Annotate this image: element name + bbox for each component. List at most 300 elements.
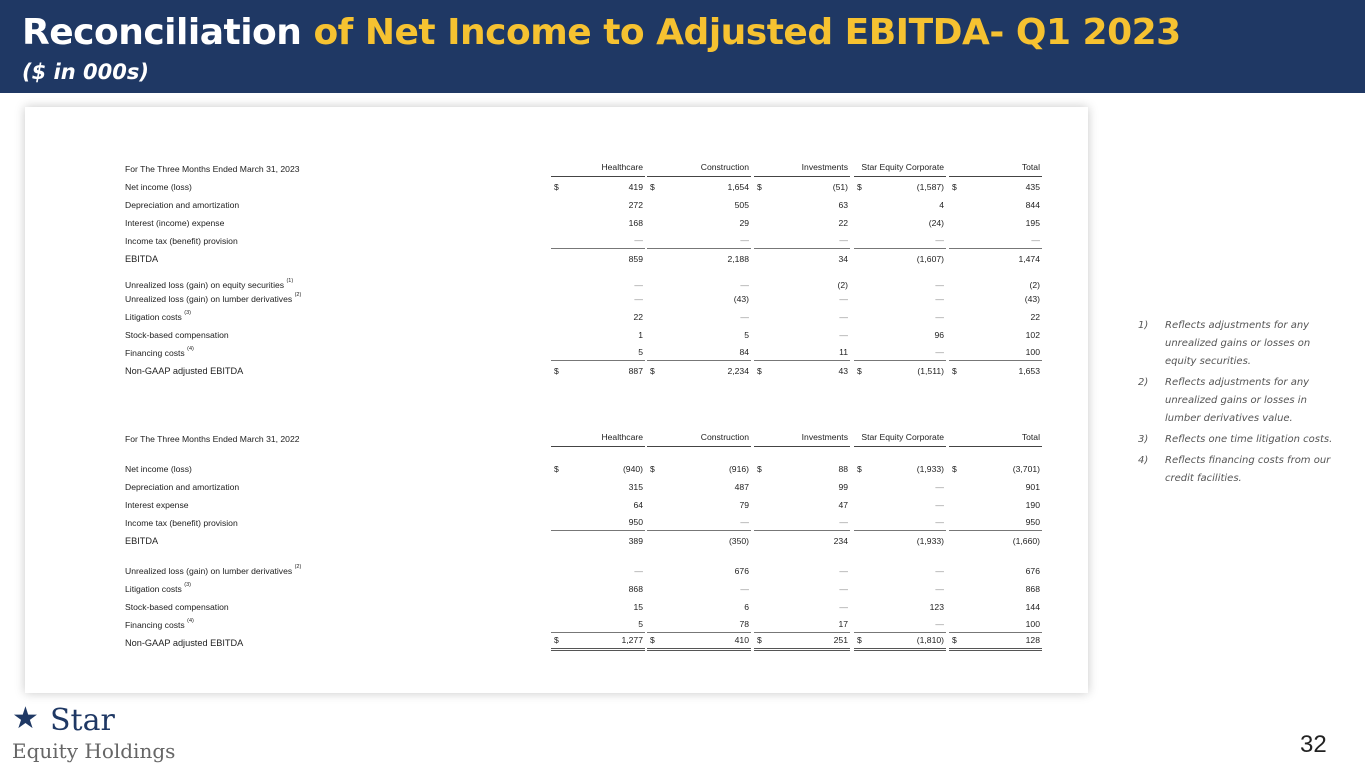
value: 5 [744, 330, 749, 340]
star-icon: ★ [12, 701, 39, 736]
currency-symbol: $ [650, 635, 655, 645]
row-label-text: Unrealized loss (gain) on lumber derivatives [125, 294, 293, 304]
value-cell [551, 361, 645, 379]
row-label [125, 330, 229, 340]
row-label-text: EBITDA [125, 536, 159, 546]
table-row [125, 447, 1042, 459]
company-logo [10, 703, 190, 763]
value: 868 [1025, 584, 1040, 594]
footnote-ref: (4) [187, 618, 194, 624]
row-label-text: Income tax (benefit) provision [125, 236, 238, 246]
row-label-text: EBITDA [125, 254, 159, 264]
table-row [125, 267, 1042, 279]
value-cell [854, 447, 946, 459]
value-cell [949, 267, 1042, 279]
value-cell [754, 361, 850, 379]
table-row [125, 513, 1042, 531]
value-cell [754, 597, 850, 615]
value-cell [647, 615, 751, 633]
value-cell [854, 325, 946, 343]
value-cell [854, 361, 946, 379]
table-row [125, 459, 1042, 477]
value: 22 [633, 312, 643, 322]
row-label-text: Stock-based compensation [125, 330, 229, 340]
value: 1 [638, 330, 643, 340]
value: 950 [1025, 517, 1040, 527]
value-cell [551, 343, 645, 361]
title-primary: Reconciliation [22, 12, 302, 53]
value-cell [949, 579, 1042, 597]
value-cell [647, 231, 751, 249]
value-cell [854, 615, 946, 633]
value-cell [854, 513, 946, 531]
value-cell [949, 531, 1042, 549]
column-header-cell [647, 143, 751, 177]
value-cell [754, 549, 850, 561]
value-cell [754, 579, 850, 597]
value: — [839, 330, 848, 340]
value: (2) [837, 280, 848, 290]
table-row [125, 531, 1042, 549]
value-cell [647, 279, 751, 293]
value-cell [754, 195, 850, 213]
currency-symbol: $ [857, 635, 862, 645]
page-number: 32 [1300, 731, 1327, 758]
value-cell [551, 531, 645, 549]
row-label [125, 280, 293, 290]
value-cell [754, 513, 850, 531]
footnotes [1138, 317, 1338, 491]
value-cell [551, 231, 645, 249]
column-header-cell [949, 413, 1042, 447]
currency-symbol: $ [757, 182, 762, 192]
row-label [125, 620, 194, 630]
table-row [125, 213, 1042, 231]
row-label [125, 182, 192, 192]
row-label [125, 218, 224, 228]
row-label [125, 602, 229, 612]
row-label-text: Depreciation and amortization [125, 200, 240, 210]
table-row [125, 343, 1042, 361]
value-cell [647, 195, 751, 213]
table-row [125, 477, 1042, 495]
value-cell [754, 343, 850, 361]
footnote-ref: (3) [184, 582, 191, 588]
table-row [125, 177, 1042, 195]
value: — [839, 235, 848, 245]
value: — [839, 312, 848, 322]
page-subtitle: ($ in 000s) [22, 60, 149, 84]
value-cell [551, 195, 645, 213]
value-cell [551, 495, 645, 513]
column-header: Star Equity Corporate [861, 432, 944, 442]
value: 1,277 [621, 635, 643, 645]
footnote-text: Reflects adjustments for any unrealized gains or losses on equity securities. [1165, 320, 1311, 367]
value-cell [647, 325, 751, 343]
row-label-text: Depreciation and amortization [125, 482, 240, 492]
currency-symbol: $ [650, 182, 655, 192]
value-cell [854, 279, 946, 293]
logo-word-star: Star [50, 703, 115, 738]
column-header-cell [754, 413, 850, 447]
row-label-text: Litigation costs [125, 312, 182, 322]
row-label [125, 566, 301, 576]
value: 950 [628, 517, 643, 527]
value: — [935, 312, 944, 322]
value: 419 [628, 182, 643, 192]
value: 1,654 [727, 182, 749, 192]
footnote-number: 4) [1138, 455, 1149, 466]
value-cell [647, 213, 751, 231]
column-header: Construction [700, 162, 749, 172]
table-row [125, 579, 1042, 597]
currency-symbol: $ [554, 464, 559, 474]
value-cell [647, 459, 751, 477]
value: (1,810) [916, 635, 944, 645]
value: (1,660) [1012, 536, 1040, 546]
value: — [935, 482, 944, 492]
value: 1,474 [1018, 254, 1040, 264]
value: — [634, 566, 643, 576]
header-bar [0, 0, 1365, 93]
table-row [125, 549, 1042, 561]
footnote-item [1138, 452, 1338, 488]
value: 435 [1025, 182, 1040, 192]
column-header: Total [1021, 432, 1040, 442]
value-cell [949, 513, 1042, 531]
currency-symbol: $ [952, 464, 957, 474]
value-cell [754, 615, 850, 633]
page-title [22, 12, 1181, 53]
row-label [125, 536, 158, 546]
table-row [125, 231, 1042, 249]
value-cell [551, 561, 645, 579]
column-header-cell [551, 143, 645, 177]
value-cell [754, 249, 850, 267]
value: 389 [628, 536, 643, 546]
value: 34 [838, 254, 848, 264]
value-cell [854, 495, 946, 513]
value: — [935, 584, 944, 594]
title-accent: of Net Income to Adjusted EBITDA- Q1 2023 [301, 12, 1181, 53]
value: (43) [733, 294, 749, 304]
row-label [125, 348, 194, 358]
table-header-row [125, 143, 1042, 177]
value-cell [949, 231, 1042, 249]
value: (1,511) [917, 366, 944, 376]
currency-symbol: $ [952, 366, 957, 376]
value-cell [754, 531, 850, 549]
value: 887 [628, 366, 643, 376]
value: 5 [638, 347, 643, 357]
value-cell [949, 195, 1042, 213]
value-cell [754, 307, 850, 325]
currency-symbol: $ [757, 366, 762, 376]
value-cell [949, 549, 1042, 561]
column-header: Star Equity Corporate [861, 162, 944, 172]
row-label-text: Stock-based compensation [125, 602, 229, 612]
table-row [125, 325, 1042, 343]
column-header-cell [551, 413, 645, 447]
value: — [740, 584, 749, 594]
value-cell [854, 177, 946, 195]
footnote-text: Reflects adjustments for any unrealized gains or losses in lumber derivatives value. [1165, 377, 1310, 424]
value-cell [854, 549, 946, 561]
footnote-text: Reflects one time litigation costs. [1165, 434, 1333, 445]
row-label [125, 482, 239, 492]
column-header-cell [647, 413, 751, 447]
footnote-ref: (4) [187, 346, 194, 352]
value: (940) [622, 464, 643, 474]
currency-symbol: $ [650, 366, 655, 376]
value-cell [551, 325, 645, 343]
value: 2,234 [727, 366, 749, 376]
value-cell [551, 267, 645, 279]
value-cell [754, 177, 850, 195]
currency-symbol: $ [757, 464, 762, 474]
value-cell [754, 477, 850, 495]
row-label-text: Interest (income) expense [125, 218, 225, 228]
value: 4 [939, 200, 944, 210]
value: 29 [739, 218, 749, 228]
value: 99 [838, 482, 848, 492]
value-cell [949, 597, 1042, 615]
table-row [125, 561, 1042, 579]
footnote-item [1138, 317, 1338, 371]
value: 5 [638, 619, 643, 629]
value-cell [647, 267, 751, 279]
value-cell [754, 633, 850, 651]
value: — [634, 294, 643, 304]
value: 272 [628, 200, 643, 210]
row-label-text: Non-GAAP adjusted EBITDA [125, 638, 244, 648]
value-cell [551, 459, 645, 477]
value-cell [551, 177, 645, 195]
row-label-text: Net income (loss) [125, 464, 192, 474]
row-label [125, 518, 238, 528]
value-cell [647, 561, 751, 579]
value: (24) [928, 218, 944, 228]
value-cell [949, 325, 1042, 343]
logo-word-equity-holdings: Equity Holdings [12, 739, 176, 763]
value-cell [949, 477, 1042, 495]
value-cell [754, 495, 850, 513]
row-label [125, 638, 243, 648]
value-cell [949, 279, 1042, 293]
table-row [125, 249, 1042, 267]
value: 11 [839, 347, 848, 357]
row-label-text: Net income (loss) [125, 182, 192, 192]
footnote-number: 1) [1138, 320, 1149, 331]
table-row [125, 307, 1042, 325]
value: — [935, 619, 944, 629]
value: — [740, 312, 749, 322]
value: (1,933) [916, 536, 944, 546]
reconciliation-table-2023 [125, 143, 1042, 379]
value: — [935, 347, 944, 357]
value-cell [551, 579, 645, 597]
table-period-label: For The Three Months Ended March 31, 2022 [125, 434, 300, 444]
value: — [935, 235, 944, 245]
value-cell [551, 307, 645, 325]
currency-symbol: $ [857, 366, 862, 376]
column-header-cell [949, 143, 1042, 177]
value: — [1031, 235, 1040, 245]
currency-symbol: $ [554, 635, 559, 645]
value: 844 [1025, 200, 1040, 210]
value-cell [854, 343, 946, 361]
column-header: Investments [801, 162, 848, 172]
table-period-label: For The Three Months Ended March 31, 2023 [125, 164, 300, 174]
value: 410 [734, 635, 749, 645]
currency-symbol: $ [554, 366, 559, 376]
value: — [935, 566, 944, 576]
footnote-ref: (2) [294, 564, 302, 570]
row-label [125, 500, 189, 510]
value: 251 [833, 635, 848, 645]
value: — [839, 602, 848, 612]
value-cell [854, 293, 946, 307]
value: 195 [1025, 218, 1040, 228]
value-cell [647, 361, 751, 379]
value: 487 [734, 482, 749, 492]
currency-symbol: $ [952, 635, 957, 645]
value: — [740, 235, 749, 245]
footnote-item [1138, 374, 1338, 428]
value: (43) [1024, 294, 1040, 304]
value: 144 [1025, 602, 1040, 612]
reconciliation-table-2022 [125, 413, 1042, 651]
value-cell [754, 267, 850, 279]
footnote-ref: (1) [286, 278, 294, 284]
row-label-text: Unrealized loss (gain) on lumber derivatives [125, 566, 293, 576]
value: 868 [628, 584, 643, 594]
row-label [125, 200, 239, 210]
value: (1,933) [916, 464, 944, 474]
value-cell [551, 249, 645, 267]
value-cell [647, 477, 751, 495]
value: 84 [739, 347, 749, 357]
value-cell [647, 343, 751, 361]
value-cell [949, 447, 1042, 459]
footnote-ref: (3) [184, 310, 191, 316]
value: 315 [628, 482, 643, 492]
value: — [634, 235, 643, 245]
table-row [125, 633, 1042, 651]
value-cell [551, 549, 645, 561]
row-label [125, 584, 191, 594]
row-label [125, 464, 192, 474]
value: (916) [728, 464, 749, 474]
currency-symbol: $ [757, 635, 762, 645]
row-label-text: Litigation costs [125, 584, 182, 594]
value: — [839, 584, 848, 594]
value-cell [551, 447, 645, 459]
value-cell [754, 325, 850, 343]
table-row [125, 495, 1042, 513]
value: 6 [744, 602, 749, 612]
value: — [935, 500, 944, 510]
value: 100 [1025, 347, 1040, 357]
value: 22 [1030, 312, 1040, 322]
table-row [125, 615, 1042, 633]
value-cell [551, 597, 645, 615]
value: 47 [838, 500, 848, 510]
value-cell [754, 213, 850, 231]
column-header: Investments [801, 432, 848, 442]
value-cell [949, 177, 1042, 195]
value: 123 [929, 602, 944, 612]
table-row [125, 597, 1042, 615]
value: — [935, 280, 944, 290]
value: 15 [633, 602, 643, 612]
currency-symbol: $ [554, 182, 559, 192]
value: 88 [838, 464, 848, 474]
value-cell [854, 531, 946, 549]
value-cell [854, 561, 946, 579]
value: 17 [838, 619, 848, 629]
value-cell [754, 561, 850, 579]
value-cell [854, 579, 946, 597]
value-cell [854, 633, 946, 651]
footnote-item [1138, 431, 1338, 449]
currency-symbol: $ [650, 464, 655, 474]
value-cell [551, 513, 645, 531]
value-cell [754, 293, 850, 307]
value-cell [949, 561, 1042, 579]
value-cell [854, 249, 946, 267]
value-cell [647, 495, 751, 513]
value: — [634, 280, 643, 290]
value: 100 [1025, 619, 1040, 629]
column-header: Total [1021, 162, 1040, 172]
value: 676 [734, 566, 749, 576]
column-header-cell [854, 413, 946, 447]
row-label-text: Financing costs [125, 620, 185, 630]
value-cell [949, 495, 1042, 513]
value: — [935, 294, 944, 304]
value: — [839, 517, 848, 527]
row-label-text: Interest expense [125, 500, 189, 510]
value: — [839, 294, 848, 304]
table-row [125, 361, 1042, 379]
value: 64 [633, 500, 643, 510]
column-header-cell [754, 143, 850, 177]
row-label [125, 366, 243, 376]
row-label [125, 312, 191, 322]
value: 2,188 [727, 254, 749, 264]
value-cell [647, 249, 751, 267]
value-cell [949, 361, 1042, 379]
value: 128 [1025, 635, 1040, 645]
column-header: Healthcare [601, 162, 643, 172]
value-cell [647, 513, 751, 531]
footnote-number: 3) [1138, 434, 1149, 445]
table-row [125, 279, 1042, 293]
value-cell [854, 459, 946, 477]
value-cell [854, 597, 946, 615]
value-cell [754, 447, 850, 459]
value: 78 [739, 619, 749, 629]
value-cell [949, 615, 1042, 633]
value-cell [647, 447, 751, 459]
value: (1,587) [916, 182, 944, 192]
value: 859 [628, 254, 643, 264]
value-cell [754, 279, 850, 293]
value-cell [647, 307, 751, 325]
column-header: Construction [700, 432, 749, 442]
value-cell [647, 597, 751, 615]
